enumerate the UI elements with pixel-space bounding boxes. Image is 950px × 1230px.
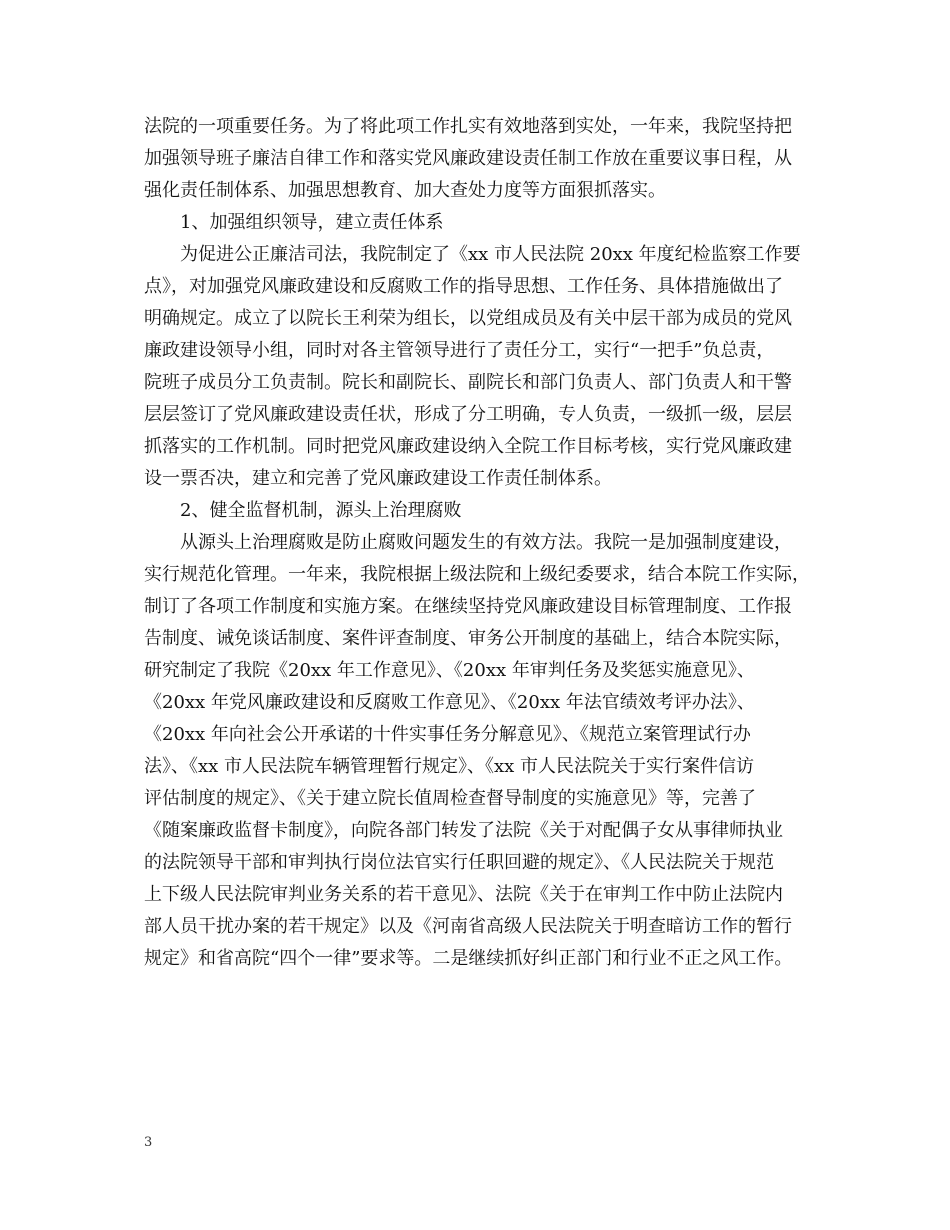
text-line: 设一票否决，建立和完善了党风廉政建设工作责任制体系。 — [144, 468, 612, 489]
text-line: 廉政建设领导小组，同时对各主管领导进行了责任分工，实行“一把手”负总责， — [144, 340, 775, 361]
text-line: 法》、《xx 市人民法院车辆管理暂行规定》、《xx 市人民法院关于实行案件信访 — [144, 756, 755, 777]
text-line: 《20xx 年党风廉政建设和反腐败工作意见》、《20xx 年法官绩效考评办法》、 — [144, 692, 755, 713]
document-body — [144, 111, 836, 975]
text-line: 《随案廉政监督卡制度》，向院各部门转发了法院《关于对配偶子女从事律师执业 — [144, 820, 783, 841]
text-line: 部人员干扰办案的若干规定》以及《河南省高级人民法院关于明查暗访工作的暂行 — [144, 916, 792, 937]
text-line: 层层签订了党风廉政建设责任状，形成了分工明确，专人负责，一级抓一级，层层 — [144, 404, 792, 425]
text-line: 制订了各项工作制度和实施方案。在继续坚持党风廉政建设目标管理制度、工作报 — [144, 596, 792, 617]
text-line: 规定》和省高院“四个一律”要求等。二是继续抓好纠正部门和行业不正之风工作。 — [144, 948, 793, 969]
text-line: 点》，对加强党风廉政建设和反腐败工作的指导思想、工作任务、具体措施做出了 — [144, 276, 783, 297]
paragraph-start-line: 为促进公正廉洁司法，我院制定了《xx 市人民法院 20xx 年度纪检监察工作要 — [180, 244, 801, 265]
text-line: 院班子成员分工负责制。院长和副院长、副院长和部门负责人、部门负责人和干警 — [144, 372, 792, 393]
text-line: 《20xx 年向社会公开承诺的十件实事任务分解意见》、《规范立案管理试行办 — [144, 724, 751, 745]
paragraph-start-line: 2、健全监督机制，源头上治理腐败 — [180, 500, 462, 521]
text-line: 强化责任制体系、加强思想教育、加大查处力度等方面狠抓落实。 — [144, 180, 666, 201]
text-line: 加强领导班子廉洁自律工作和落实党风廉政建设责任制工作放在重要议事日程，从 — [144, 148, 792, 169]
text-line: 告制度、诫免谈话制度、案件评查制度、审务公开制度的基础上，结合本院实际， — [144, 628, 792, 649]
text-line: 法院的一项重要任务。为了将此项工作扎实有效地落到实处，一年来，我院坚持把 — [144, 116, 792, 137]
text-line: 上下级人民法院审判业务关系的若干意见》、法院《关于在审判工作中防止法院内 — [144, 884, 783, 905]
text-line: 评估制度的规定》、《关于建立院长值周检查督导制度的实施意见》等，完善了 — [144, 788, 756, 809]
text-line: 的法院领导干部和审判执行岗位法官实行任职回避的规定》、《人民法院关于规范 — [144, 852, 774, 873]
paragraph-start-line: 从源头上治理腐败是防止腐败问题发生的有效方法。我院一是加强制度建设， — [180, 532, 792, 553]
text-line: 明确规定。成立了以院长王利荣为组长，以党组成员及有关中层干部为成员的党风 — [144, 308, 792, 329]
text-line: 研究制定了我院《20xx 年工作意见》、《20xx 年审判任务及奖惩实施意见》、 — [144, 660, 755, 681]
page-number: 3 — [144, 1135, 153, 1150]
text-line: 实行规范化管理。一年来，我院根据上级法院和上级纪委要求，结合本院工作实际， — [144, 564, 810, 585]
text-line: 抓落实的工作机制。同时把党风廉政建设纳入全院工作目标考核，实行党风廉政建 — [144, 436, 792, 457]
paragraph-start-line: 1、加强组织领导，建立责任体系 — [180, 212, 444, 233]
